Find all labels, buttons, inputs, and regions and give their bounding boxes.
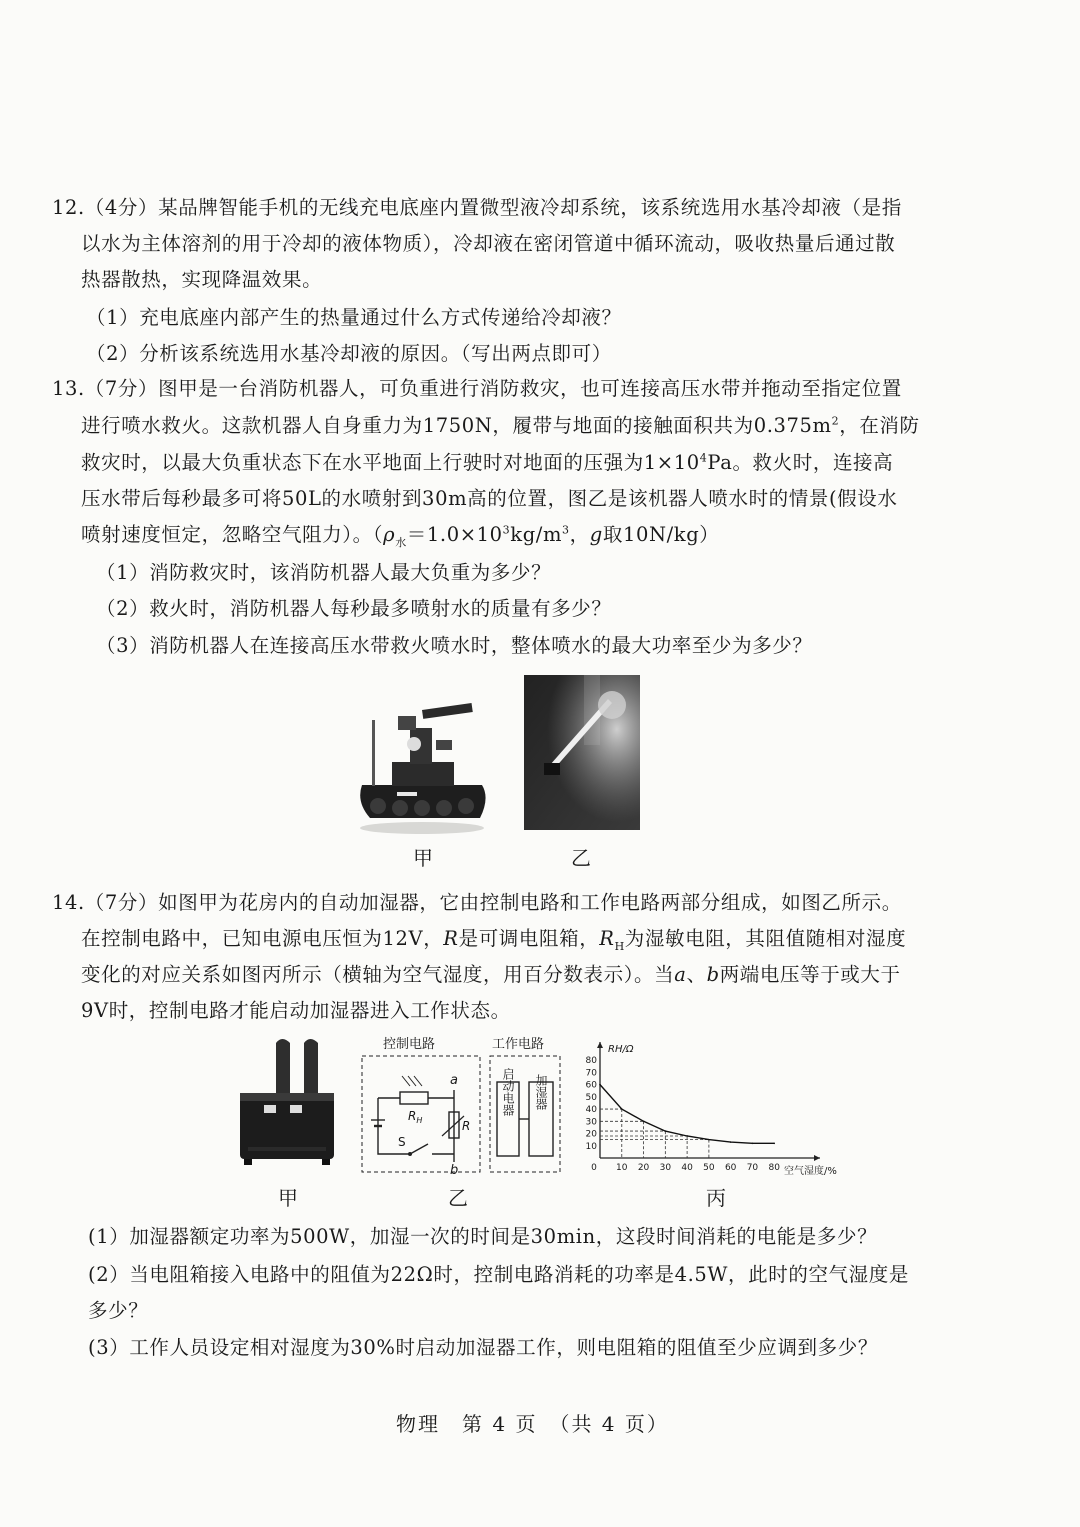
q12-line-1: 12.（4分）某品牌智能手机的无线充电底座内置微型液冷却系统，该系统选用水基冷却液（是指 — [52, 196, 902, 219]
origin-label: 0 — [591, 1163, 597, 1173]
x-tick-label: 70 — [746, 1163, 759, 1173]
y-tick-label: 40 — [586, 1105, 597, 1116]
x-axis-label: 空气湿度/% — [784, 1166, 837, 1177]
y-axis-arrow — [597, 1042, 603, 1048]
q13-subquestion-3: （3）消防机器人在连接高压水带救火喷水时，整体喷水的最大功率至少为多少？ — [96, 634, 813, 657]
work-circuit-title: 工作电路 — [492, 1037, 545, 1052]
q13-line-1: 13.（7分）图甲是一台消防机器人，可负重进行消防救灾，也可连接高压水带并拖动至指定位置 — [52, 377, 902, 400]
data-point — [708, 1139, 710, 1141]
humidifier-photo — [234, 1035, 340, 1171]
y-tick-label: 50 — [586, 1092, 597, 1103]
control-work-circuit-diagram — [358, 1032, 566, 1177]
q13-line-2: 进行喷水救火。这款机器人自身重力为1750N，履带与地面的接触面积共为$0.375m^2$，在消防 — [81, 414, 920, 437]
data-point — [730, 1141, 732, 1143]
q14-subquestion-2-line-1: (2）当电阻箱接入电路中的阻值为22Ω时，控制电路消耗的功率是4.5W，此时的空气湿度是 — [88, 1263, 909, 1286]
x-tick-label: 40 — [681, 1163, 693, 1173]
robot-spraying-photo — [524, 675, 640, 830]
data-point — [665, 1130, 667, 1132]
q14-figure-c-caption: 丙 — [706, 1186, 726, 1210]
y-tick-label: 60 — [586, 1080, 597, 1091]
x-tick-label: 20 — [637, 1163, 650, 1173]
data-point — [773, 1143, 775, 1145]
data-point — [643, 1120, 645, 1122]
q12-line-3: 热器散热，实现降温效果。 — [81, 268, 323, 291]
fire-robot-photo — [352, 700, 492, 840]
q14-subquestion-2-line-2: 多少？ — [88, 1299, 149, 1322]
q14-subquestion-1: (1）加湿器额定功率为500W，加湿一次的时间是30min，这段时间消耗的电能是多少？ — [88, 1225, 878, 1248]
x-tick-label: 80 — [768, 1163, 780, 1173]
data-point — [621, 1108, 623, 1110]
q13-subquestion-2: （2）救火时，消防机器人每秒最多喷射水的质量有多少？ — [96, 597, 612, 620]
data-point — [752, 1143, 754, 1145]
r-label: R — [462, 1119, 471, 1133]
rh-humidity-chart — [586, 1040, 840, 1180]
q13-line-5: 喷射速度恒定，忽略空气阻力）。（$\rho_水=1.0\times 10^3kg/m^3$，g取10N/kg） — [81, 523, 720, 549]
rh-curve — [600, 1085, 774, 1144]
starter-label: 启动电器 — [501, 1068, 515, 1116]
switch-label: S — [398, 1135, 406, 1149]
q14-line-2: 在控制电路中，已知电源电压恒为12V，R是可调电阻箱，$R_H$为湿敏电阻，其阻值随相对湿度 — [81, 927, 907, 953]
q13-figure-b-caption: 乙 — [571, 846, 591, 870]
control-circuit-title: 控制电路 — [383, 1037, 436, 1052]
q13-subquestion-1: （1）消防救灾时，该消防机器人最大负重为多少？ — [96, 561, 552, 584]
q13-line-3: 救灾时，以最大负重状态下在水平地面上行驶时对地面的压强为$1\times 10^4Pa$。救火时，连接高 — [81, 451, 894, 474]
page-footer: 物理 第 4 页 （共 4 页） — [396, 1412, 669, 1436]
y-tick-label: 80 — [586, 1056, 597, 1067]
q12-subquestion-1: （1）充电底座内部产生的热量通过什么方式传递给冷却液？ — [86, 306, 622, 329]
q14-line-4: 9V时，控制电路才能启动加湿器进入工作状态。 — [81, 999, 511, 1022]
q13-line-4: 压水带后每秒最多可将50L的水喷射到30m高的位置，图乙是该机器人喷水时的情景(假设水 — [81, 487, 898, 510]
q14-subquestion-3: (3）工作人员设定相对湿度为30%时启动加湿器工作，则电阻箱的阻值至少应调到多少？ — [88, 1336, 878, 1359]
y-tick-label: 10 — [586, 1141, 597, 1152]
y-tick-label: 70 — [586, 1068, 597, 1079]
x-tick-label: 30 — [659, 1163, 672, 1173]
q12-subquestion-2: （2）分析该系统选用水基冷却液的原因。（写出两点即可） — [86, 342, 612, 365]
q14-line-1: 14.（7分）如图甲为花房内的自动加湿器，它由控制电路和工作电路两部分组成，如图乙所示。 — [52, 891, 902, 914]
y-tick-label: 20 — [586, 1129, 597, 1140]
data-point — [686, 1135, 688, 1137]
terminal-a-label: a — [450, 1073, 458, 1088]
q12-line-2: 以水为主体溶剂的用于冷却的液体物质），冷却液在密闭管道中循环流动，吸收热量后通过散 — [81, 232, 896, 255]
y-axis-label: RH/Ω — [608, 1044, 634, 1055]
rh-label: $R_H$ — [408, 1109, 423, 1125]
terminal-b-label: b — [450, 1163, 459, 1177]
x-tick-label: 50 — [703, 1163, 715, 1173]
data-point — [599, 1084, 601, 1086]
q13-figure-a-caption: 甲 — [413, 846, 433, 870]
q14-figure-b-caption: 乙 — [448, 1186, 468, 1210]
x-axis-arrow — [814, 1155, 820, 1161]
y-tick-label: 30 — [586, 1117, 597, 1128]
q14-figure-a-caption: 甲 — [278, 1186, 298, 1210]
x-tick-label: 60 — [724, 1163, 737, 1173]
q14-line-3: 变化的对应关系如图丙所示（横轴为空气湿度，用百分数表示）。当a、b两端电压等于或大于 — [81, 963, 901, 986]
x-tick-label: 10 — [616, 1163, 628, 1173]
humidifier-label: 加湿器 — [534, 1074, 548, 1110]
